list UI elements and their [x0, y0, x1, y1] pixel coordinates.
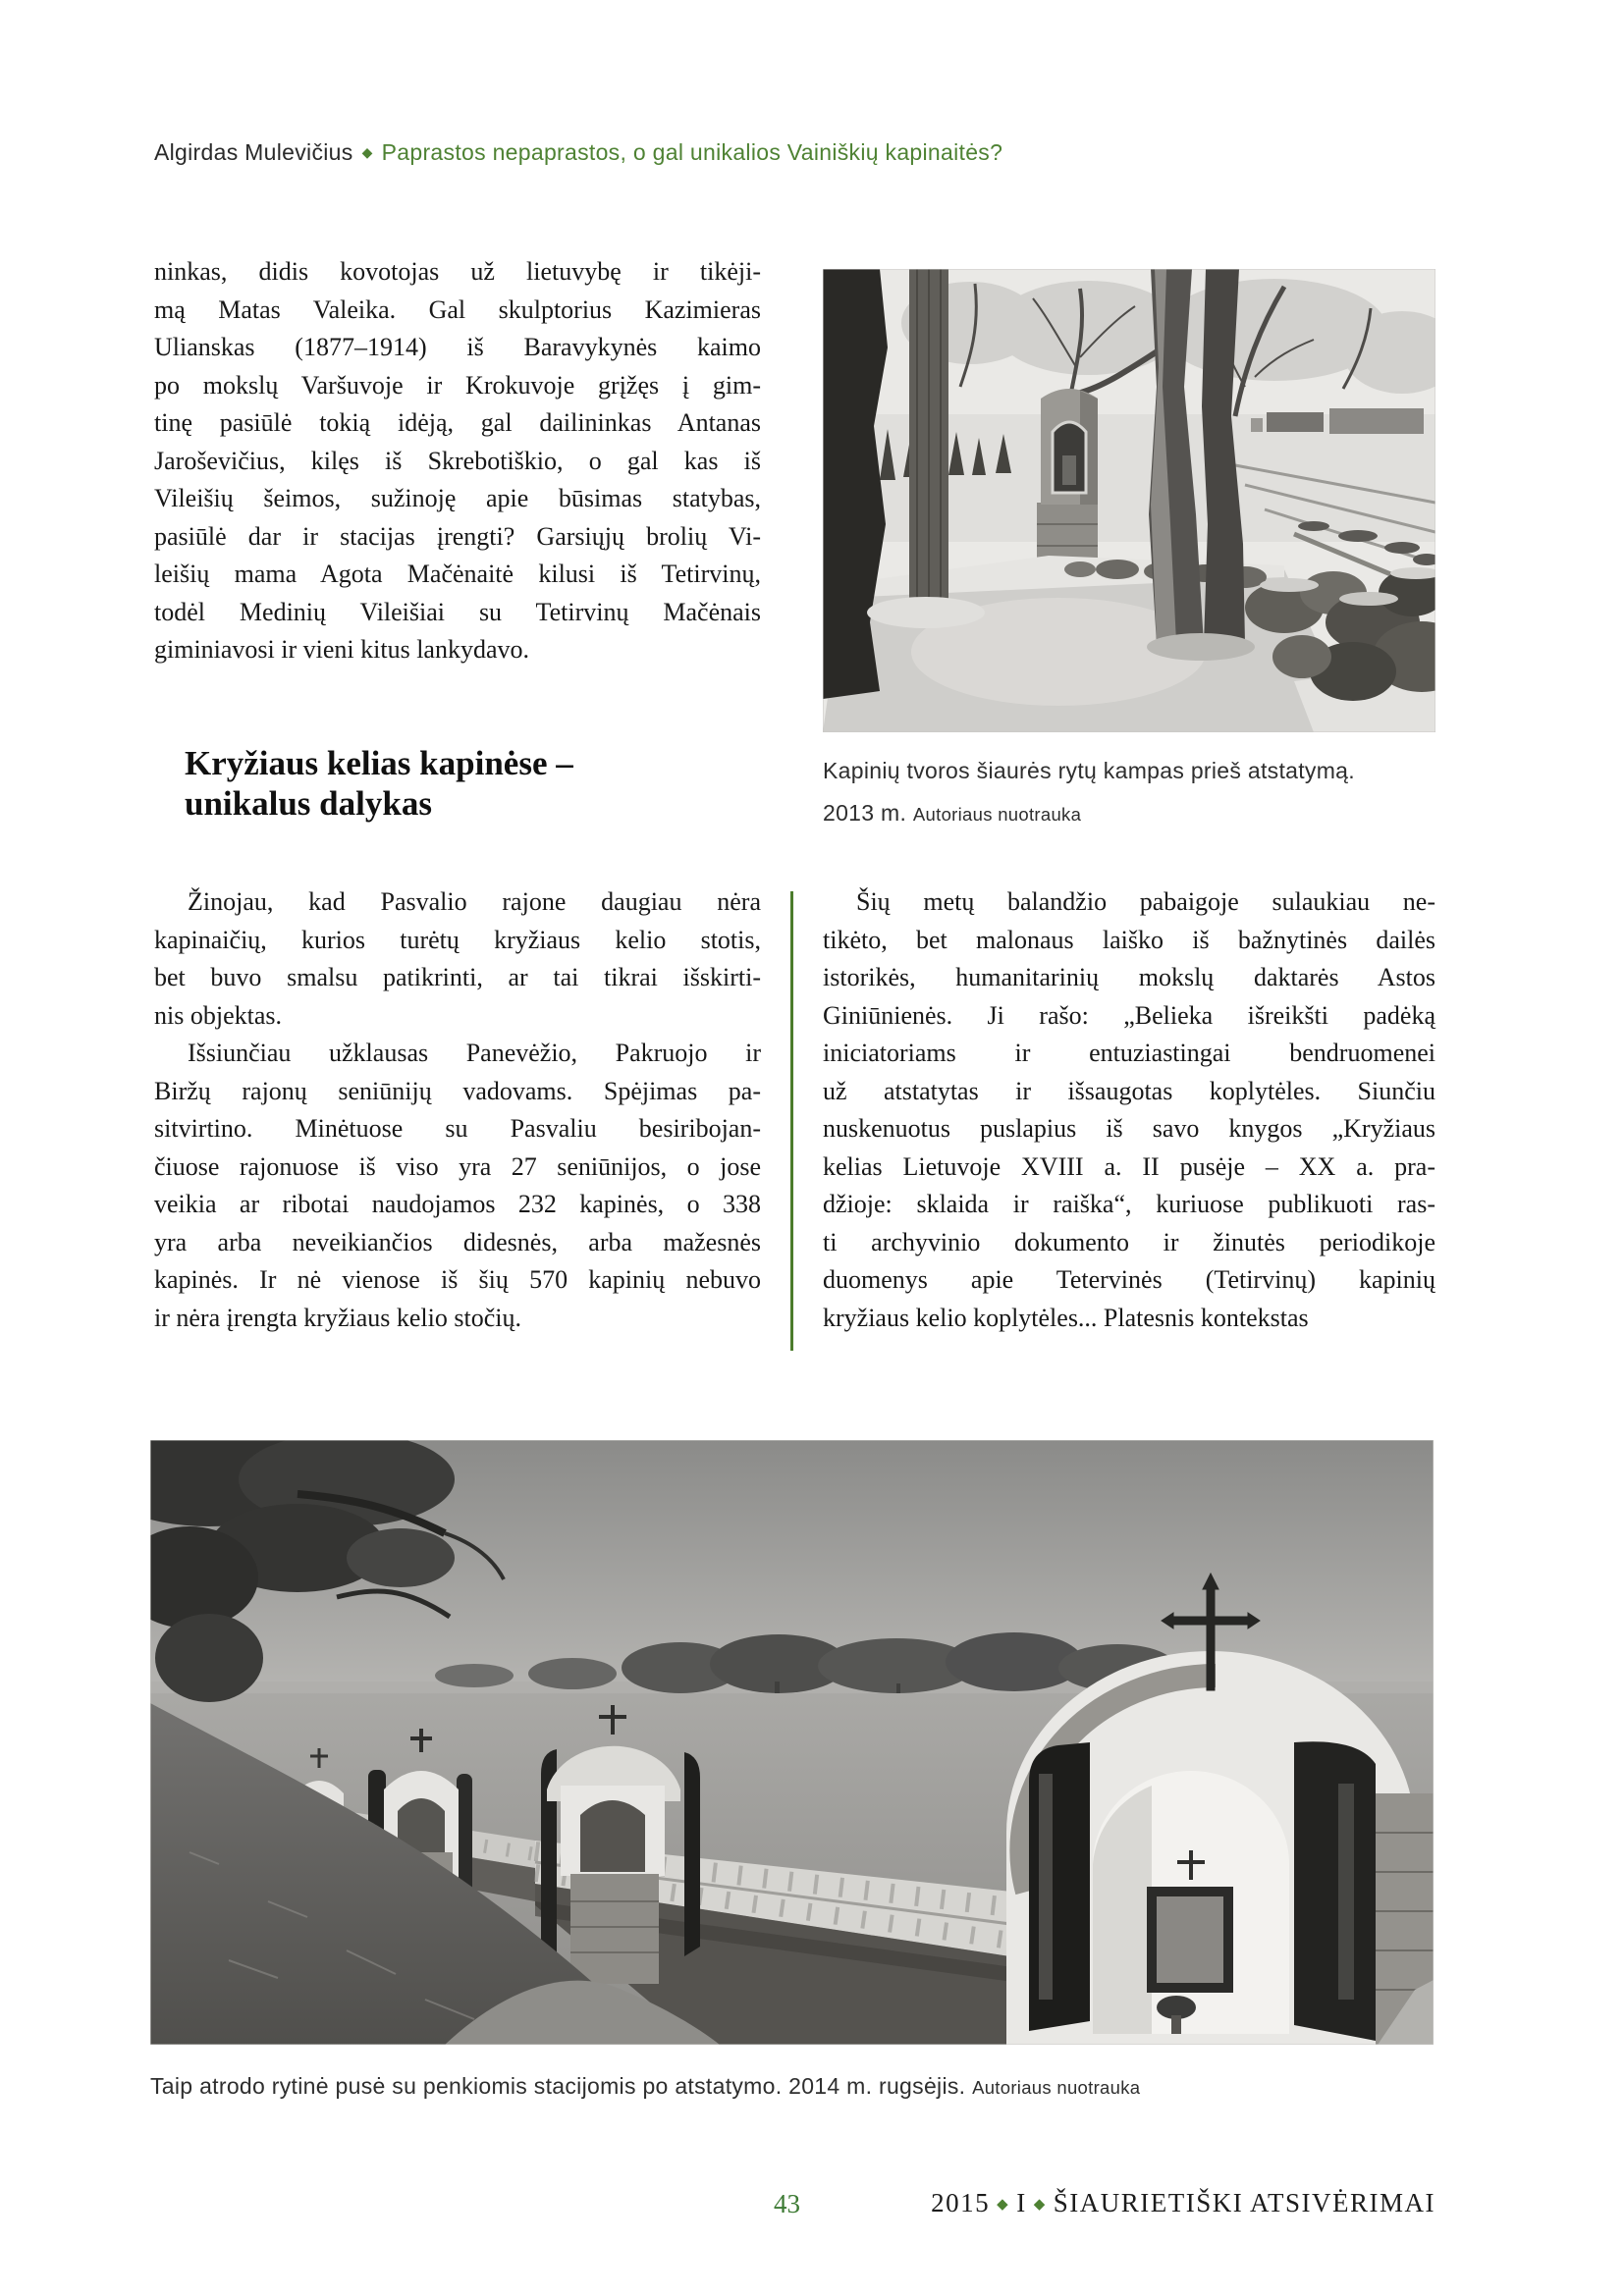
top-photo-caption	[823, 758, 1441, 827]
text-line: istorikės, humanitarinių mokslų daktarės Astos	[823, 963, 1435, 991]
diamond-icon: ◆	[1033, 2197, 1047, 2213]
text-line: ir nėra įrengta kryžiaus kelio stočių.	[154, 1303, 521, 1332]
text-line: Kryžiaus kelias kapinėse –	[185, 744, 573, 782]
bottom-photo-caption	[150, 2073, 1446, 2100]
text-line: Išsiunčiau užklausas Panevėžio, Pakruojo ir	[188, 1039, 761, 1067]
text-line: giminiavosi ir vieni kitus lankydavo.	[154, 635, 530, 664]
text-line: čiuose rajonuose iš viso yra 27 seniūnijos, o jose	[154, 1151, 761, 1181]
left-column-paragraph-2	[154, 883, 761, 1035]
wayside-shrine	[1037, 389, 1098, 569]
text-line: veikia ar ribotai naudojamos 232 kapinės, o 338	[154, 1190, 761, 1218]
text-line: nis objektas.	[154, 1000, 282, 1030]
text-line: todėl Medinių Vileišiai su Tetirvinų Mačėnais	[154, 597, 761, 626]
caption-credit: Autoriaus nuotrauka	[972, 2077, 1141, 2098]
text-line: po mokslų Varšuvoje ir Krokuvoje grįžęs į gim-	[154, 370, 761, 400]
section-heading	[185, 743, 734, 824]
text-line: nuskenuotus puslapius iš savo knygos „Kryžiaus	[823, 1114, 1435, 1143]
text-line: yra arba neveikiančios didesnės, arba mažesnės	[154, 1227, 761, 1256]
text-line: tinę pasiūlė tokią idėją, gal dailininkas Antanas	[154, 408, 761, 437]
text-line: Biržų rajonų seniūnijų vadovams. Spėjimas pa-	[154, 1076, 761, 1105]
text-line: leišių mama Agota Mačėnaitė kilusi iš Tetirvinų,	[154, 560, 761, 588]
footer-volume: I	[1016, 2188, 1027, 2217]
text-line: kapinaičių, kurios turėtų kryžiaus kelio stotis,	[154, 925, 761, 954]
left-column-paragraph-1	[154, 253, 761, 669]
text-line: ninkas, didis kovotojas už lietuvybę ir tikėji-	[154, 257, 761, 286]
photo-cemetery-winter	[823, 269, 1435, 732]
right-column-paragraph-1	[823, 883, 1435, 1337]
text-line: Jaroševičius, kilęs iš Skrebotiškio, o gal kas iš	[154, 446, 761, 475]
journal-footer	[931, 2188, 1435, 2218]
header-author: Algirdas Mulevičius	[154, 139, 353, 165]
text-line: Žinojau, kad Pasvalio rajone daugiau nėra	[188, 887, 761, 916]
diamond-separator-icon: ◆	[361, 144, 373, 160]
text-line: kapinės. Ir nė vienose iš šių 570 kapinių nebuvo	[154, 1265, 761, 1294]
caption-text: Taip atrodo rytinė pusė su penkiomis stacijomis po atstatymo. 2014 m. rugsėjis.	[150, 2073, 966, 2099]
text-line: Šių metų balandžio pabaigoje sulaukiau ne-	[856, 887, 1435, 916]
diamond-icon: ◆	[997, 2197, 1010, 2213]
text-line: kelias Lietuvoje XVIII a. II pusėje – XX a. pra-	[823, 1151, 1435, 1181]
text-line: sitvirtino. Minėtuose su Pasvaliu besiribojan-	[154, 1114, 761, 1143]
text-line: kryžiaus kelio koplytėles... Platesnis kontekstas	[823, 1303, 1309, 1332]
left-column-paragraph-3	[154, 1035, 761, 1337]
footer-journal-title: ŠIAURIETIŠKI ATSIVĖRIMAI	[1053, 2188, 1435, 2217]
text-line: Giniūnienės. Ji rašo: „Belieka išreikšti padėką	[823, 1000, 1435, 1030]
text-line: už atstatytas ir išsaugotas koplytėles. Siunčiu	[823, 1076, 1435, 1105]
caption-credit: Autoriaus nuotrauka	[912, 804, 1082, 825]
column-divider-rule	[790, 891, 793, 1351]
footer-year: 2015	[931, 2188, 991, 2217]
photo-stations-wall	[150, 1440, 1434, 2045]
caption-line-1: Kapinių tvoros šiaurės rytų kampas prieš atstatymą.	[823, 758, 1355, 783]
text-line: ti archyvinio dokumento ir žinutės periodikoje	[823, 1227, 1435, 1256]
text-line: iniciatoriams ir entuziastingai bendruomenei	[823, 1039, 1435, 1067]
page-number: 43	[774, 2189, 800, 2218]
text-line: tikėto, bet malonaus laiško iš bažnytinės dailės	[823, 925, 1435, 954]
page-header	[154, 139, 1002, 166]
text-line: mą Matas Valeika. Gal skulptorius Kazimieras	[154, 294, 761, 324]
text-line: džioje: sklaida ir raiška“, kuriuose publikuoti ras-	[823, 1190, 1435, 1218]
text-line: Ulianskas (1877–1914) iš Baravykynės kaimo	[154, 333, 761, 361]
header-article-title: Paprastos nepaprastos, o gal unikalios Vainiškių kapinaitės?	[381, 139, 1003, 165]
caption-year: 2013 m.	[823, 800, 907, 826]
text-line: duomenys apie Tetervinės (Tetirvinų) kapinių	[823, 1265, 1435, 1294]
caption-line-2	[823, 800, 1441, 827]
text-line: unikalus dalykas	[185, 784, 432, 823]
text-line: Vileišių šeimos, sužinoję apie būsimas statybas,	[154, 484, 761, 512]
text-line: pasiūlė dar ir stacijas įrengti? Garsiųjų brolių Vi-	[154, 521, 761, 551]
text-line: bet buvo smalsu patikrinti, ar tai tikrai išskirti-	[154, 963, 761, 991]
